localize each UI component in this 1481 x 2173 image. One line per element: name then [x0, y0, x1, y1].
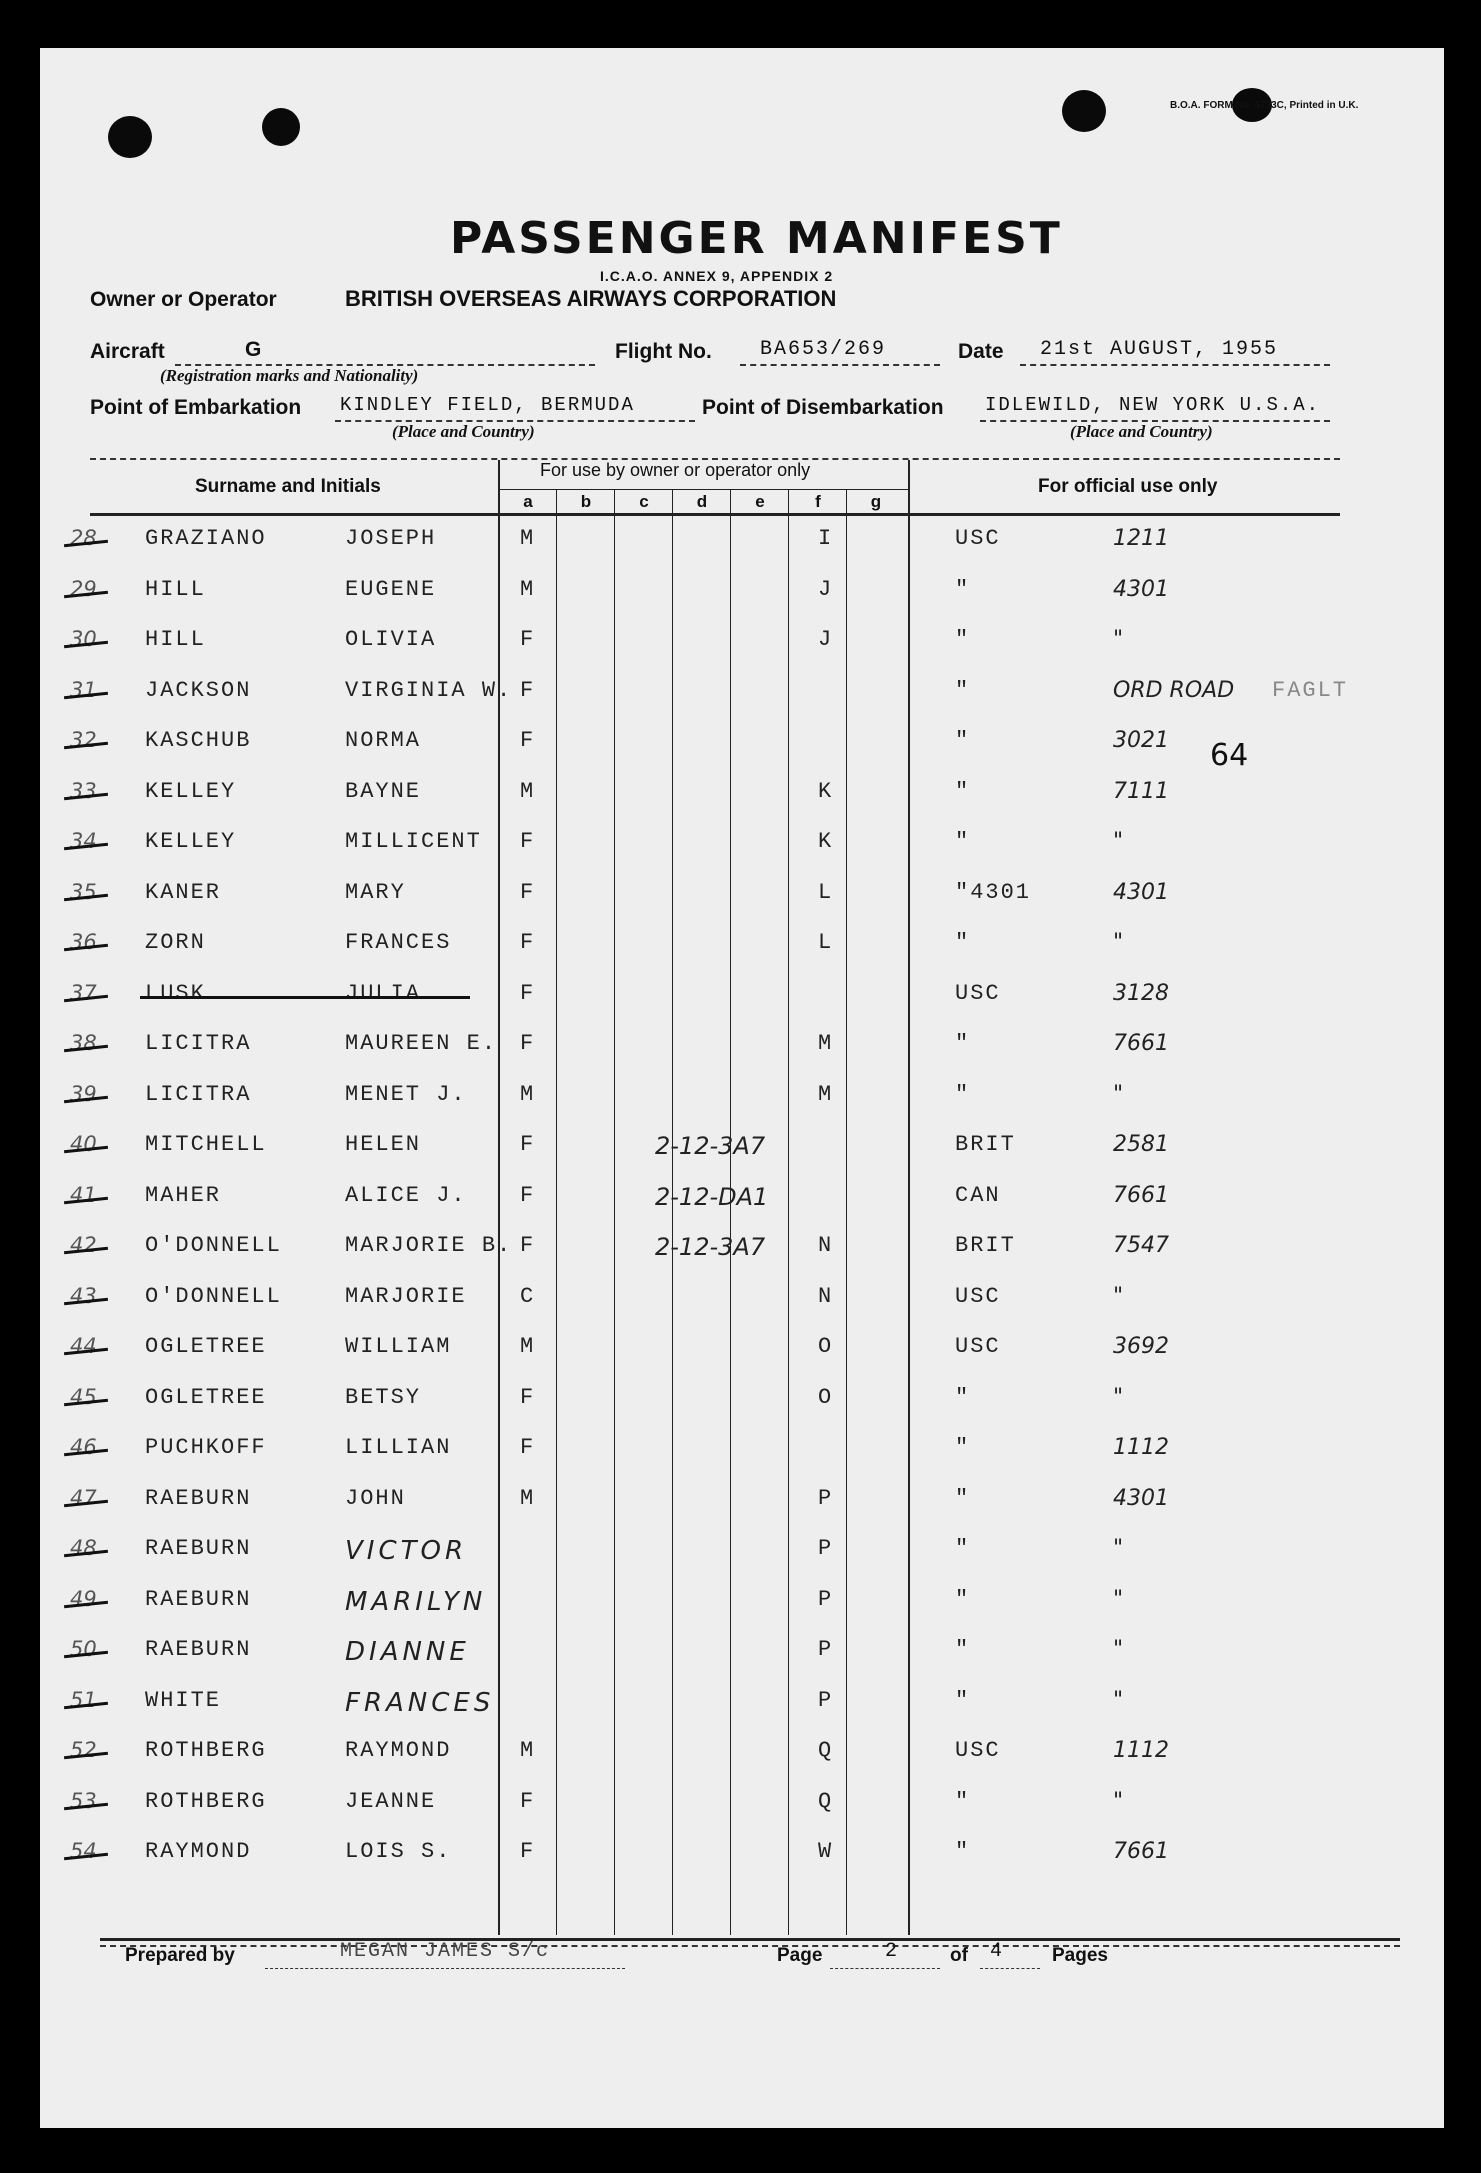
row-number: 41 — [70, 1183, 97, 1207]
flight-line — [740, 364, 940, 366]
of-label: of — [950, 1945, 968, 1966]
surname-cell: LICITRA — [145, 1082, 252, 1107]
col-f-cell: P — [818, 1688, 834, 1713]
table-row — [40, 1082, 1440, 1133]
surname-cell: KANER — [145, 880, 222, 905]
surname-cell: O'DONNELL — [145, 1284, 282, 1309]
col-a-cell: F — [520, 1233, 536, 1258]
table-row — [40, 981, 1440, 1032]
nationality-cell: USC — [955, 1738, 1001, 1763]
official-code-cell: " — [1113, 1637, 1124, 1662]
surname-cell: LUSK — [145, 981, 206, 1006]
col-f-header: f — [815, 492, 821, 511]
col-a-cell: F — [520, 981, 536, 1006]
col-a-cell: M — [520, 577, 536, 602]
official-code-cell: 7111 — [1113, 779, 1169, 804]
table-row — [40, 1587, 1440, 1638]
official-code-cell: 3128 — [1113, 981, 1169, 1006]
nationality-cell: " — [955, 930, 971, 955]
row-number: 38 — [70, 1031, 97, 1055]
surname-cell: ROTHBERG — [145, 1789, 267, 1814]
nationality-cell: " — [955, 678, 971, 703]
official-code-cell: 7661 — [1113, 1183, 1169, 1208]
table-row — [40, 1789, 1440, 1840]
table-row — [40, 1738, 1440, 1789]
nationality-cell: USC — [955, 981, 1001, 1006]
prepared-label: Prepared by — [125, 1945, 235, 1966]
row-number: 35 — [70, 880, 97, 904]
col-d-header: d — [696, 492, 708, 511]
col-f-cell: K — [818, 829, 834, 854]
col-f-cell: Q — [818, 1738, 834, 1763]
manifest-sheet — [40, 48, 1444, 2128]
official-code-cell: ORD ROAD — [1113, 678, 1235, 703]
col-a-cell: F — [520, 728, 536, 753]
col-d-cell: 2-12-3A7 — [655, 1233, 766, 1261]
table-bottom-line-2 — [100, 1945, 1400, 1947]
given-name-cell: MILLICENT — [345, 829, 482, 854]
surname-cell: RAEBURN — [145, 1587, 252, 1612]
official-code-cell: " — [1113, 627, 1124, 652]
row-number: 52 — [70, 1738, 97, 1762]
official-code-cell: " — [1113, 1587, 1124, 1612]
official-code-cell: 3021 — [1113, 728, 1169, 753]
col-g-header: g — [870, 492, 882, 511]
nationality-cell: "4301 — [955, 880, 1032, 905]
col-d-cell: 2-12-3A7 — [655, 1132, 766, 1160]
table-row — [40, 880, 1440, 931]
surname-cell: RAEBURN — [145, 1536, 252, 1561]
aircraft-label: Aircraft — [90, 340, 165, 363]
row-number: 53 — [70, 1789, 97, 1813]
official-code-cell: " — [1113, 1789, 1124, 1814]
col-a-cell: M — [520, 1738, 536, 1763]
surname-cell: ZORN — [145, 930, 206, 955]
official-code-cell: " — [1113, 1284, 1124, 1309]
col-f-cell: W — [818, 1839, 834, 1864]
table-row — [40, 1688, 1440, 1739]
official-code-cell: 7661 — [1113, 1031, 1169, 1056]
table-row — [40, 829, 1440, 880]
owner-label: Owner or Operator — [90, 288, 277, 311]
row-number: 40 — [70, 1132, 97, 1156]
nationality-cell: " — [955, 577, 971, 602]
nationality-cell: BRIT — [955, 1132, 1016, 1157]
given-name-cell: LILLIAN — [345, 1435, 452, 1460]
nationality-cell: " — [955, 1031, 971, 1056]
surname-cell: KASCHUB — [145, 728, 252, 753]
nationality-cell: " — [955, 1486, 971, 1511]
row-number: 47 — [70, 1486, 97, 1510]
col-a-cell: F — [520, 880, 536, 905]
given-name-cell: FRANCES — [345, 930, 452, 955]
page-subtitle: I.C.A.O. ANNEX 9, APPENDIX 2 — [600, 268, 834, 284]
col-a-cell: F — [520, 930, 536, 955]
official-code-cell: 7661 — [1113, 1839, 1169, 1864]
given-name-cell: WILLIAM — [345, 1334, 452, 1359]
owner-value: BRITISH OVERSEAS AIRWAYS CORPORATION — [345, 286, 837, 311]
row-number: 36 — [70, 930, 97, 954]
row-number: 48 — [70, 1536, 97, 1560]
given-name-cell: MENET J. — [345, 1082, 467, 1107]
official-code-cell: " — [1113, 930, 1124, 955]
nationality-cell: " — [955, 1688, 971, 1713]
given-name-cell: LOIS S. — [345, 1839, 452, 1864]
given-name-cell: MARJORIE — [345, 1284, 467, 1309]
nationality-cell: USC — [955, 1284, 1001, 1309]
nationality-cell: USC — [955, 1334, 1001, 1359]
operator-header: For use by owner or operator only — [540, 460, 811, 480]
row-number: 30 — [70, 627, 97, 651]
col-a-cell: F — [520, 1435, 536, 1460]
nationality-cell: USC — [955, 526, 1001, 551]
surname-cell: KELLEY — [145, 829, 237, 854]
punch-hole-right — [1062, 90, 1106, 132]
table-row — [40, 1385, 1440, 1436]
row-number: 37 — [70, 981, 97, 1005]
nationality-cell: " — [955, 1385, 971, 1410]
table-row — [40, 1637, 1440, 1688]
col-a-cell: F — [520, 1031, 536, 1056]
col-d-cell: 2-12-DA1 — [655, 1183, 769, 1211]
aircraft-note: (Registration marks and Nationality) — [160, 366, 419, 385]
given-name-cell: EUGENE — [345, 577, 437, 602]
form-code: B.O.A. FORM No. 4733C, Printed in U.K. — [1170, 100, 1359, 111]
col-f-cell: P — [818, 1536, 834, 1561]
official-code-cell: 1112 — [1113, 1738, 1169, 1763]
nationality-cell: " — [955, 779, 971, 804]
date-label: Date — [958, 340, 1004, 363]
col-a-cell: M — [520, 1486, 536, 1511]
given-name-cell: BETSY — [345, 1385, 422, 1410]
surname-cell: RAYMOND — [145, 1839, 252, 1864]
given-name-cell: JOHN — [345, 1486, 406, 1511]
surname-cell: HILL — [145, 577, 206, 602]
col-e-header: e — [755, 492, 765, 511]
col-f-cell: I — [818, 526, 834, 551]
row-number: 45 — [70, 1385, 97, 1409]
col-a-cell: F — [520, 1385, 536, 1410]
official-code-cell: " — [1113, 1688, 1124, 1713]
surname-cell: O'DONNELL — [145, 1233, 282, 1258]
punch-hole-left — [108, 116, 152, 158]
surname-cell: LICITRA — [145, 1031, 252, 1056]
surname-cell: KELLEY — [145, 779, 237, 804]
col-b-header: b — [580, 492, 592, 511]
col-f-cell: J — [818, 577, 834, 602]
nationality-cell: " — [955, 829, 971, 854]
table-row — [40, 1536, 1440, 1587]
col-f-cell: L — [818, 880, 834, 905]
nationality-cell: " — [955, 1587, 971, 1612]
col-a-cell: F — [520, 1839, 536, 1864]
col-f-cell: M — [818, 1082, 834, 1107]
page-line — [830, 1968, 940, 1969]
col-a-cell: F — [520, 627, 536, 652]
table-row — [40, 627, 1440, 678]
official-code-cell: " — [1113, 829, 1124, 854]
prepared-line — [265, 1968, 625, 1969]
surname-header: Surname and Initials — [195, 476, 381, 497]
aircraft-value: G — [245, 338, 262, 361]
of-value: 4 — [990, 1940, 1005, 1963]
table-row — [40, 1435, 1440, 1486]
official-code-cell: " — [1113, 1385, 1124, 1410]
nationality-cell: " — [955, 1789, 971, 1814]
surname-cell: ROTHBERG — [145, 1738, 267, 1763]
table-row — [40, 526, 1440, 577]
punch-hole-left-2 — [262, 108, 300, 146]
col-f-cell: P — [818, 1486, 834, 1511]
col-c-header: c — [639, 492, 649, 511]
table-row — [40, 728, 1440, 779]
embark-value: KINDLEY FIELD, BERMUDA — [340, 394, 635, 416]
surname-cell: HILL — [145, 627, 206, 652]
surname-cell: JACKSON — [145, 678, 252, 703]
official-code-cell: " — [1113, 1536, 1124, 1561]
col-f-cell: N — [818, 1284, 834, 1309]
disembark-label: Point of Disembarkation — [702, 396, 944, 419]
col-a-cell: M — [520, 779, 536, 804]
table-row — [40, 930, 1440, 981]
given-name-cell: JULIA — [345, 981, 422, 1006]
surname-cell: WHITE — [145, 1688, 222, 1713]
official-code-cell: 4301 — [1113, 577, 1169, 602]
handwritten-annotation-64: 64 — [1210, 738, 1249, 773]
row-number: 31 — [70, 678, 97, 702]
row-number: 46 — [70, 1435, 97, 1459]
given-name-cell: MAUREEN E. — [345, 1031, 498, 1056]
row-number: 54 — [70, 1839, 97, 1863]
given-name-cell: BAYNE — [345, 779, 422, 804]
col-a-cell: M — [520, 1334, 536, 1359]
official-code-cell: 2581 — [1113, 1132, 1169, 1157]
nationality-cell: " — [955, 1637, 971, 1662]
col-f-cell: O — [818, 1334, 834, 1359]
official-code-cell: 1211 — [1113, 526, 1169, 551]
nationality-cell: " — [955, 1435, 971, 1460]
surname-cell: PUCHKOFF — [145, 1435, 267, 1460]
page-title: PASSENGER MANIFEST — [450, 213, 1063, 264]
prepared-value: MEGAN JAMES S/c — [340, 1940, 551, 1963]
date-line — [1020, 364, 1330, 366]
col-f-cell: O — [818, 1385, 834, 1410]
table-bottom-line — [100, 1938, 1400, 1941]
surname-cell: RAEBURN — [145, 1486, 252, 1511]
disembark-value: IDLEWILD, NEW YORK U.S.A. — [985, 394, 1321, 416]
surname-cell: MAHER — [145, 1183, 222, 1208]
given-name-cell: MARJORIE B. — [345, 1233, 513, 1258]
table-row — [40, 577, 1440, 628]
col-a-cell: F — [520, 1132, 536, 1157]
official-code-cell: 1112 — [1113, 1435, 1169, 1460]
operator-sub-line — [500, 489, 910, 490]
row-number: 28 — [70, 526, 97, 550]
table-row — [40, 1132, 1440, 1183]
date-value: 21st AUGUST, 1955 — [1040, 338, 1279, 361]
row-number: 42 — [70, 1233, 97, 1257]
official-extra-cell: FAGLT — [1272, 678, 1349, 703]
table-row — [40, 1284, 1440, 1335]
disembark-note: (Place and Country) — [1070, 422, 1213, 441]
col-f-cell: P — [818, 1637, 834, 1662]
given-name-cell: RAYMOND — [345, 1738, 452, 1763]
col-f-cell: J — [818, 627, 834, 652]
nationality-cell: " — [955, 1536, 971, 1561]
row-number: 49 — [70, 1587, 97, 1611]
given-name-cell: MARILYN — [345, 1587, 487, 1617]
nationality-cell: CAN — [955, 1183, 1001, 1208]
nationality-cell: " — [955, 627, 971, 652]
given-name-cell: NORMA — [345, 728, 422, 753]
surname-cell: GRAZIANO — [145, 526, 267, 551]
col-a-cell: C — [520, 1284, 536, 1309]
surname-cell: OGLETREE — [145, 1385, 267, 1410]
flight-value: BA653/269 — [760, 338, 887, 361]
row-number: 34 — [70, 829, 97, 853]
official-code-cell: 7547 — [1113, 1233, 1169, 1258]
given-name-cell: VIRGINIA W. — [345, 678, 513, 703]
table-row — [40, 1031, 1440, 1082]
table-row — [40, 678, 1440, 729]
surname-cell: OGLETREE — [145, 1334, 267, 1359]
col-f-cell: Q — [818, 1789, 834, 1814]
col-f-cell: M — [818, 1031, 834, 1056]
nationality-cell: " — [955, 1839, 971, 1864]
given-name-cell: JOSEPH — [345, 526, 437, 551]
row-number: 39 — [70, 1082, 97, 1106]
page-label: Page — [777, 1945, 823, 1966]
given-name-cell: FRANCES — [345, 1688, 495, 1718]
col-f-cell: K — [818, 779, 834, 804]
nationality-cell: " — [955, 728, 971, 753]
row-number: 50 — [70, 1637, 97, 1661]
col-a-cell: F — [520, 1183, 536, 1208]
table-header-line — [90, 513, 1340, 516]
row-number: 51 — [70, 1688, 97, 1712]
flight-label: Flight No. — [615, 340, 712, 363]
col-a-cell: F — [520, 829, 536, 854]
row-number: 44 — [70, 1334, 97, 1358]
given-name-cell: VICTOR — [345, 1536, 468, 1566]
of-line — [980, 1968, 1040, 1969]
col-a-cell: F — [520, 678, 536, 703]
table-row — [40, 1839, 1440, 1890]
col-f-cell: N — [818, 1233, 834, 1258]
row-number: 29 — [70, 577, 97, 601]
given-name-cell: JEANNE — [345, 1789, 437, 1814]
given-name-cell: MARY — [345, 880, 406, 905]
col-f-cell: L — [818, 930, 834, 955]
official-code-cell: 4301 — [1113, 880, 1169, 905]
official-code-cell: 3692 — [1113, 1334, 1169, 1359]
table-row — [40, 1183, 1440, 1234]
col-a-cell: M — [520, 1082, 536, 1107]
nationality-cell: BRIT — [955, 1233, 1016, 1258]
embark-label: Point of Embarkation — [90, 396, 302, 419]
given-name-cell: OLIVIA — [345, 627, 437, 652]
pages-label: Pages — [1052, 1945, 1108, 1966]
embark-note: (Place and Country) — [392, 422, 535, 441]
table-row — [40, 779, 1440, 830]
col-a-header: a — [523, 492, 533, 511]
surname-cell: RAEBURN — [145, 1637, 252, 1662]
given-name-cell: HELEN — [345, 1132, 422, 1157]
table-row — [40, 1233, 1440, 1284]
table-row — [40, 1334, 1440, 1385]
official-header: For official use only — [1038, 476, 1218, 497]
col-a-cell: M — [520, 526, 536, 551]
col-f-cell: P — [818, 1587, 834, 1612]
official-code-cell: " — [1113, 1082, 1124, 1107]
surname-cell: MITCHELL — [145, 1132, 267, 1157]
official-code-cell: 4301 — [1113, 1486, 1169, 1511]
page-value: 2 — [885, 1940, 900, 1963]
given-name-cell: ALICE J. — [345, 1183, 467, 1208]
row-number: 43 — [70, 1284, 97, 1308]
row-number: 33 — [70, 779, 97, 803]
col-a-cell: F — [520, 1789, 536, 1814]
table-row — [40, 1486, 1440, 1537]
given-name-cell: DIANNE — [345, 1637, 470, 1667]
cancelled-row-strike — [140, 996, 470, 999]
row-number: 32 — [70, 728, 97, 752]
nationality-cell: " — [955, 1082, 971, 1107]
